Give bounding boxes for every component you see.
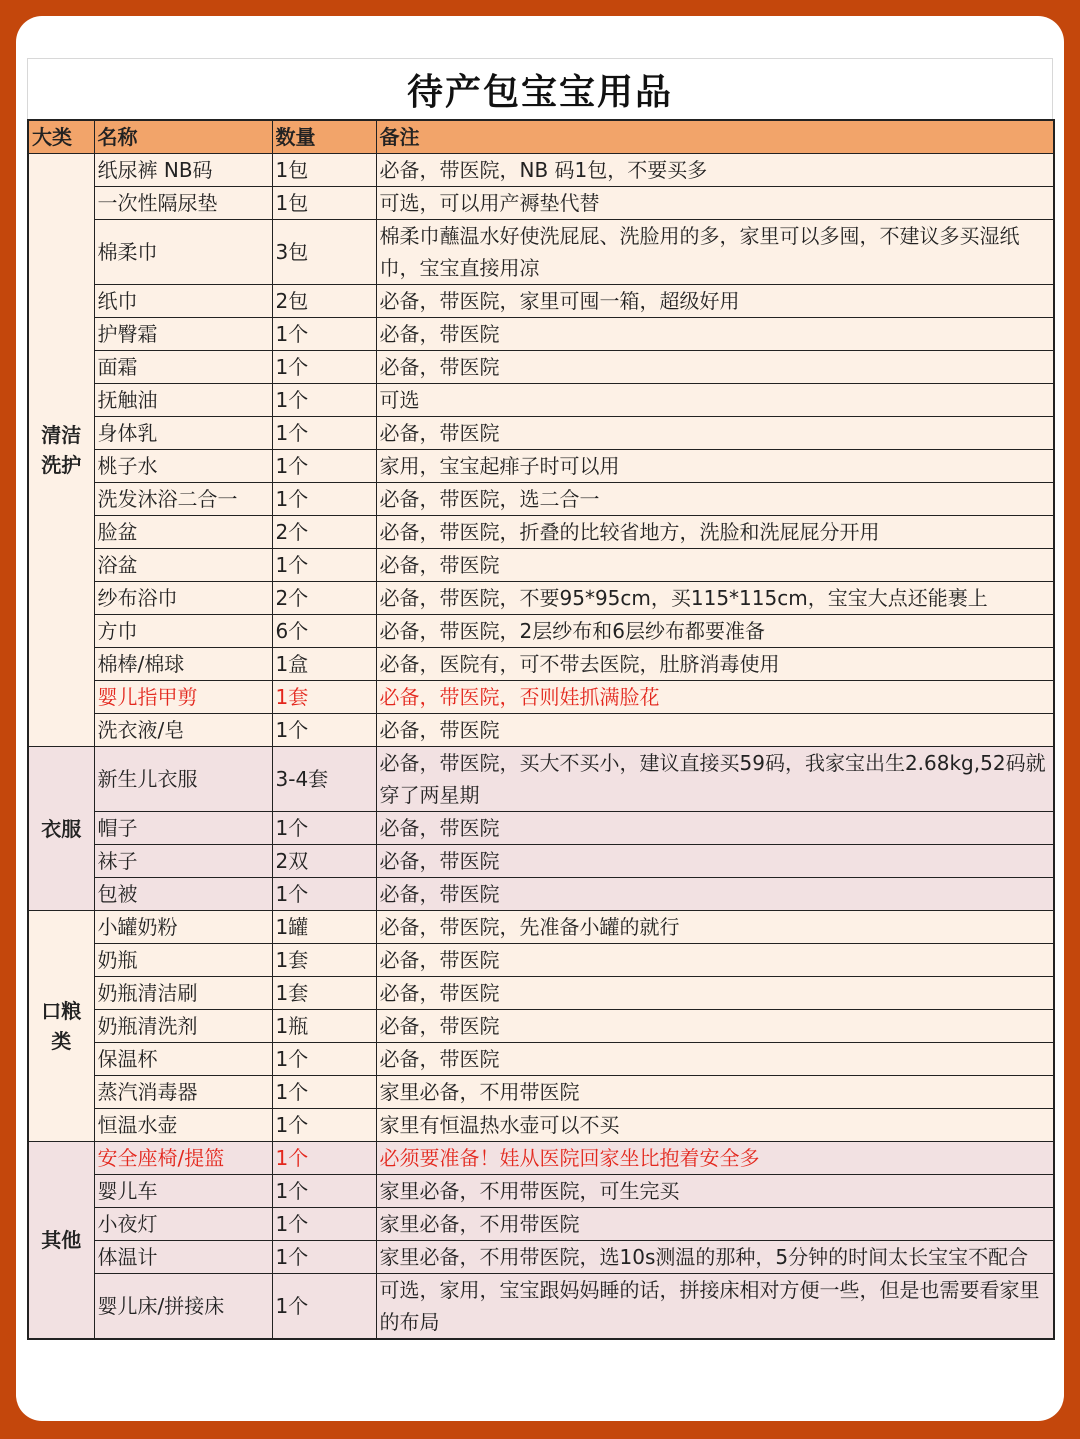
item-qty-cell: 1个 bbox=[272, 812, 376, 845]
table-row bbox=[28, 1274, 1054, 1340]
item-qty-cell: 1个 bbox=[272, 878, 376, 911]
item-note-cell: 家里必备，不用带医院 bbox=[376, 1076, 1054, 1109]
item-name-cell: 体温计 bbox=[94, 1241, 272, 1274]
item-note-cell: 必备，带医院，2层纱布和6层纱布都要准备 bbox=[376, 615, 1054, 648]
item-note-cell: 必备，带医院 bbox=[376, 417, 1054, 450]
table-row bbox=[28, 450, 1054, 483]
table-row bbox=[28, 187, 1054, 220]
item-qty-cell: 1个 bbox=[272, 1043, 376, 1076]
table-row bbox=[28, 1109, 1054, 1142]
item-name-cell: 棉柔巾 bbox=[94, 220, 272, 285]
item-qty-cell: 1瓶 bbox=[272, 1010, 376, 1043]
item-qty-cell: 1个 bbox=[272, 1175, 376, 1208]
item-note-cell: 必备，带医院，不要95*95cm，买115*115cm，宝宝大点还能裹上 bbox=[376, 582, 1054, 615]
item-note-cell: 棉柔巾蘸温水好使洗屁屁、洗脸用的多，家里可以多囤，不建议多买湿纸巾，宝宝直接用凉 bbox=[376, 220, 1054, 285]
item-qty-cell: 1个 bbox=[272, 384, 376, 417]
header-note: 备注 bbox=[376, 120, 1054, 154]
item-note-cell: 必备，医院有，可不带去医院，肚脐消毒使用 bbox=[376, 648, 1054, 681]
header-category: 大类 bbox=[28, 120, 94, 154]
table-row bbox=[28, 944, 1054, 977]
item-note-cell: 必备，带医院 bbox=[376, 878, 1054, 911]
item-note-cell: 必备，带医院，家里可囤一箱，超级好用 bbox=[376, 285, 1054, 318]
table-row bbox=[28, 318, 1054, 351]
item-qty-cell: 1个 bbox=[272, 549, 376, 582]
item-name-cell: 浴盆 bbox=[94, 549, 272, 582]
item-name-cell: 恒温水壶 bbox=[94, 1109, 272, 1142]
table-row bbox=[28, 714, 1054, 747]
item-qty-cell: 2个 bbox=[272, 516, 376, 549]
table-row bbox=[28, 1175, 1054, 1208]
item-note-cell: 必备，带医院，先准备小罐的就行 bbox=[376, 911, 1054, 944]
item-qty-cell: 6个 bbox=[272, 615, 376, 648]
item-note-cell: 必备，带医院 bbox=[376, 351, 1054, 384]
table-row bbox=[28, 516, 1054, 549]
item-note-cell: 家里必备，不用带医院，可生完买 bbox=[376, 1175, 1054, 1208]
item-name-cell: 纱布浴巾 bbox=[94, 582, 272, 615]
table-row bbox=[28, 483, 1054, 516]
table-row bbox=[28, 1208, 1054, 1241]
item-qty-cell: 3-4套 bbox=[272, 747, 376, 812]
item-name-cell: 蒸汽消毒器 bbox=[94, 1076, 272, 1109]
item-qty-cell: 1个 bbox=[272, 1274, 376, 1340]
item-name-cell: 奶瓶清洁刷 bbox=[94, 977, 272, 1010]
item-name-cell: 包被 bbox=[94, 878, 272, 911]
item-qty-cell: 1个 bbox=[272, 1208, 376, 1241]
item-qty-cell: 1个 bbox=[272, 351, 376, 384]
item-name-cell: 洗衣液/皂 bbox=[94, 714, 272, 747]
table-row bbox=[28, 845, 1054, 878]
item-note-cell: 必备，带医院，否则娃抓满脸花 bbox=[376, 681, 1054, 714]
item-name-cell: 婴儿车 bbox=[94, 1175, 272, 1208]
item-note-cell: 家用，宝宝起痱子时可以用 bbox=[376, 450, 1054, 483]
content-card bbox=[16, 16, 1064, 1421]
item-name-cell: 身体乳 bbox=[94, 417, 272, 450]
table-row bbox=[28, 220, 1054, 285]
table-row bbox=[28, 681, 1054, 714]
item-qty-cell: 1套 bbox=[272, 681, 376, 714]
item-qty-cell: 2双 bbox=[272, 845, 376, 878]
item-name-cell: 护臀霜 bbox=[94, 318, 272, 351]
item-name-cell: 一次性隔尿垫 bbox=[94, 187, 272, 220]
item-qty-cell: 1个 bbox=[272, 450, 376, 483]
table-row bbox=[28, 351, 1054, 384]
item-name-cell: 保温杯 bbox=[94, 1043, 272, 1076]
item-name-cell: 棉棒/棉球 bbox=[94, 648, 272, 681]
checklist-table bbox=[27, 119, 1055, 1340]
item-qty-cell: 1套 bbox=[272, 977, 376, 1010]
item-note-cell: 必备，带医院 bbox=[376, 812, 1054, 845]
item-qty-cell: 2个 bbox=[272, 582, 376, 615]
category-cell: 口粮 类 bbox=[28, 911, 94, 1142]
item-note-cell: 必备，带医院，NB 码1包，不要买多 bbox=[376, 154, 1054, 187]
item-qty-cell: 1包 bbox=[272, 154, 376, 187]
table-row bbox=[28, 648, 1054, 681]
item-note-cell: 必备，带医院 bbox=[376, 944, 1054, 977]
category-cell: 其他 bbox=[28, 1142, 94, 1340]
category-cell: 衣服 bbox=[28, 747, 94, 911]
item-note-cell: 必备，带医院 bbox=[376, 845, 1054, 878]
item-note-cell: 必备，带医院 bbox=[376, 1043, 1054, 1076]
item-name-cell: 抚触油 bbox=[94, 384, 272, 417]
item-note-cell: 家里必备，不用带医院 bbox=[376, 1208, 1054, 1241]
table-row bbox=[28, 1076, 1054, 1109]
header-row bbox=[28, 120, 1054, 154]
table-row bbox=[28, 977, 1054, 1010]
table-row bbox=[28, 1043, 1054, 1076]
item-note-cell: 必备，带医院 bbox=[376, 714, 1054, 747]
item-qty-cell: 1包 bbox=[272, 187, 376, 220]
item-note-cell: 可选，可以用产褥垫代替 bbox=[376, 187, 1054, 220]
item-qty-cell: 1个 bbox=[272, 417, 376, 450]
header-name: 名称 bbox=[94, 120, 272, 154]
item-name-cell: 奶瓶清洗剂 bbox=[94, 1010, 272, 1043]
item-note-cell: 家里必备，不用带医院，选10s测温的那种，5分钟的时间太长宝宝不配合 bbox=[376, 1241, 1054, 1274]
item-qty-cell: 1套 bbox=[272, 944, 376, 977]
item-name-cell: 小罐奶粉 bbox=[94, 911, 272, 944]
table-row bbox=[28, 1241, 1054, 1274]
table-row bbox=[28, 417, 1054, 450]
item-qty-cell: 1罐 bbox=[272, 911, 376, 944]
item-note-cell: 必备，带医院，选二合一 bbox=[376, 483, 1054, 516]
item-name-cell: 小夜灯 bbox=[94, 1208, 272, 1241]
table-row bbox=[28, 747, 1054, 812]
item-qty-cell: 1个 bbox=[272, 483, 376, 516]
item-note-cell: 家里有恒温热水壶可以不买 bbox=[376, 1109, 1054, 1142]
item-qty-cell: 1个 bbox=[272, 1109, 376, 1142]
item-name-cell: 新生儿衣服 bbox=[94, 747, 272, 812]
table-row bbox=[28, 1010, 1054, 1043]
item-qty-cell: 1盒 bbox=[272, 648, 376, 681]
table-row bbox=[28, 285, 1054, 318]
item-note-cell: 必备，带医院 bbox=[376, 977, 1054, 1010]
item-qty-cell: 3包 bbox=[272, 220, 376, 285]
item-name-cell: 方巾 bbox=[94, 615, 272, 648]
table-row bbox=[28, 878, 1054, 911]
item-name-cell: 桃子水 bbox=[94, 450, 272, 483]
table-row bbox=[28, 1142, 1054, 1175]
item-note-cell: 必备，带医院，买大不买小，建议直接买59码，我家宝出生2.68kg,52码就穿了两星期 bbox=[376, 747, 1054, 812]
item-name-cell: 脸盆 bbox=[94, 516, 272, 549]
item-name-cell: 奶瓶 bbox=[94, 944, 272, 977]
item-qty-cell: 1个 bbox=[272, 318, 376, 351]
item-name-cell: 纸尿裤 NB码 bbox=[94, 154, 272, 187]
table-row bbox=[28, 812, 1054, 845]
table-row bbox=[28, 615, 1054, 648]
table-body bbox=[28, 154, 1054, 1340]
header-qty: 数量 bbox=[272, 120, 376, 154]
item-note-cell: 可选，家用，宝宝跟妈妈睡的话，拼接床相对方便一些，但是也需要看家里的布局 bbox=[376, 1274, 1054, 1340]
item-name-cell: 婴儿床/拼接床 bbox=[94, 1274, 272, 1340]
item-qty-cell: 1个 bbox=[272, 1076, 376, 1109]
checklist-sheet bbox=[27, 58, 1053, 1340]
page-title: 待产包宝宝用品 bbox=[27, 58, 1053, 119]
item-name-cell: 婴儿指甲剪 bbox=[94, 681, 272, 714]
item-note-cell: 必备，带医院 bbox=[376, 318, 1054, 351]
item-name-cell: 袜子 bbox=[94, 845, 272, 878]
item-name-cell: 安全座椅/提篮 bbox=[94, 1142, 272, 1175]
item-note-cell: 可选 bbox=[376, 384, 1054, 417]
category-cell: 清洁 洗护 bbox=[28, 154, 94, 747]
item-qty-cell: 1个 bbox=[272, 1142, 376, 1175]
table-row bbox=[28, 384, 1054, 417]
item-qty-cell: 2包 bbox=[272, 285, 376, 318]
table-row bbox=[28, 549, 1054, 582]
item-qty-cell: 1个 bbox=[272, 1241, 376, 1274]
item-name-cell: 洗发沐浴二合一 bbox=[94, 483, 272, 516]
item-note-cell: 必备，带医院，折叠的比较省地方，洗脸和洗屁屁分开用 bbox=[376, 516, 1054, 549]
item-qty-cell: 1个 bbox=[272, 714, 376, 747]
item-name-cell: 帽子 bbox=[94, 812, 272, 845]
table-row bbox=[28, 582, 1054, 615]
item-note-cell: 必备，带医院 bbox=[376, 549, 1054, 582]
table-row bbox=[28, 154, 1054, 187]
table-row bbox=[28, 911, 1054, 944]
item-name-cell: 纸巾 bbox=[94, 285, 272, 318]
item-note-cell: 必须要准备！娃从医院回家坐比抱着安全多 bbox=[376, 1142, 1054, 1175]
item-name-cell: 面霜 bbox=[94, 351, 272, 384]
item-note-cell: 必备，带医院 bbox=[376, 1010, 1054, 1043]
